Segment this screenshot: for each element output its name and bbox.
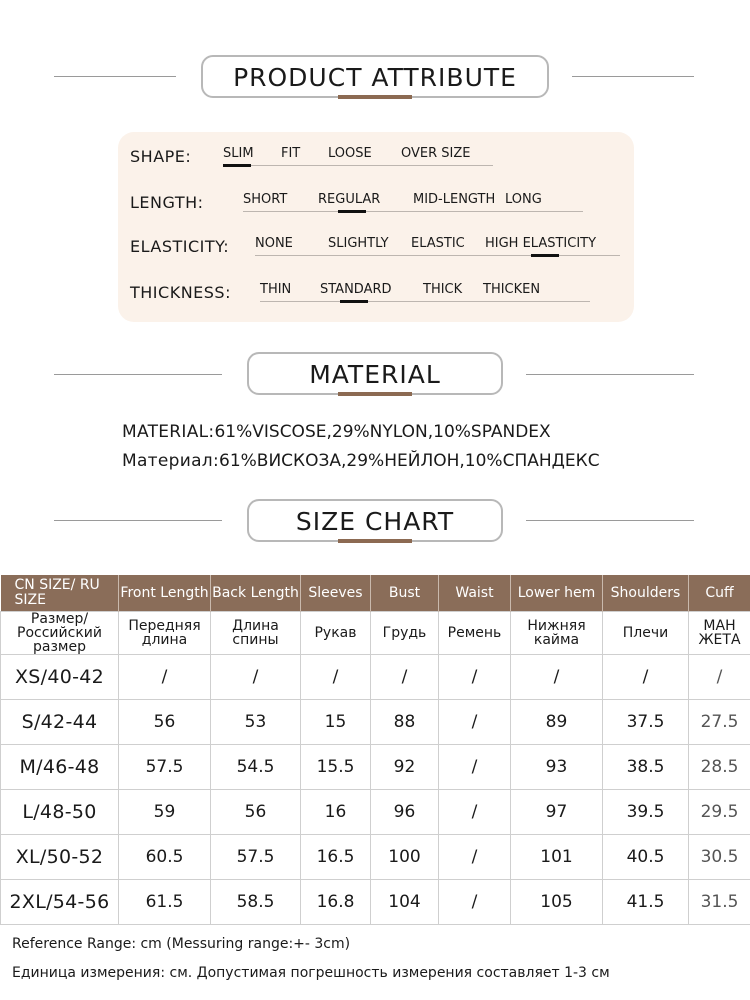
table-cell: 57.5 xyxy=(211,835,301,880)
table-cell: / xyxy=(301,655,371,700)
reference-note-ru: Единица измерения: см. Допустимая погрешность измерения составляет 1-3 см xyxy=(12,965,610,981)
table-cell: / xyxy=(439,880,511,925)
table-cell: 15.5 xyxy=(301,745,371,790)
column-header-ru: Ремень xyxy=(439,612,511,655)
table-row xyxy=(1,880,750,925)
column-header-ru: Рукав xyxy=(301,612,371,655)
column-header-ru: Нижняя кайма xyxy=(511,612,603,655)
table-cell: / xyxy=(689,655,750,700)
table-cell: 38.5 xyxy=(603,745,689,790)
attribute-row xyxy=(118,140,634,170)
table-row xyxy=(1,655,750,700)
attribute-option: OVER SIZE xyxy=(401,146,471,161)
table-cell: 105 xyxy=(511,880,603,925)
table-cell: 97 xyxy=(511,790,603,835)
section-divider-right xyxy=(572,76,694,77)
size-label-cell: S/42-44 xyxy=(1,700,119,745)
attribute-label: LENGTH: xyxy=(130,193,204,212)
attribute-option: STANDARD xyxy=(320,282,392,297)
attribute-option: REGULAR xyxy=(318,192,381,207)
table-cell: 16 xyxy=(301,790,371,835)
section-divider-right xyxy=(526,520,694,521)
section-divider-left xyxy=(54,374,222,375)
material-ru-label: Материал: xyxy=(122,451,219,471)
column-header: Shoulders xyxy=(603,575,689,612)
size-chart-title xyxy=(247,499,503,542)
size-label-cell: M/46-48 xyxy=(1,745,119,790)
table-cell: 61.5 xyxy=(119,880,211,925)
column-header-ru: МАН ЖЕТА xyxy=(689,612,750,655)
size-label-cell: XS/40-42 xyxy=(1,655,119,700)
table-cell: / xyxy=(439,700,511,745)
table-cell: 96 xyxy=(371,790,439,835)
material-en-label: MATERIAL: xyxy=(122,422,215,442)
column-header-ru: Длина спины xyxy=(211,612,301,655)
table-cell: 89 xyxy=(511,700,603,745)
table-cell: / xyxy=(119,655,211,700)
section-divider-left xyxy=(54,76,176,77)
attribute-option: ELASTIC xyxy=(411,236,465,251)
attribute-label: SHAPE: xyxy=(130,147,192,166)
column-header-ru: Передняя длина xyxy=(119,612,211,655)
attribute-option: SLIGHTLY xyxy=(328,236,389,251)
attribute-option: THICKEN xyxy=(483,282,541,297)
table-cell: / xyxy=(439,835,511,880)
size-label-cell: XL/50-52 xyxy=(1,835,119,880)
selected-option-marker xyxy=(531,254,559,257)
table-cell: 93 xyxy=(511,745,603,790)
material-title xyxy=(247,352,503,395)
table-cell: 37.5 xyxy=(603,700,689,745)
table-cell: 57.5 xyxy=(119,745,211,790)
table-cell: 53 xyxy=(211,700,301,745)
table-cell: 54.5 xyxy=(211,745,301,790)
column-header-ru: Размер/ Российский размер xyxy=(1,612,119,655)
material-title-text: MATERIAL xyxy=(309,360,441,389)
table-cell: 58.5 xyxy=(211,880,301,925)
product-attribute-title-text: PRODUCT ATTRIBUTE xyxy=(233,63,517,92)
title-accent-bar xyxy=(338,539,412,543)
table-cell: 40.5 xyxy=(603,835,689,880)
column-header-ru: Плечи xyxy=(603,612,689,655)
table-cell: / xyxy=(211,655,301,700)
table-cell: 101 xyxy=(511,835,603,880)
table-cell: 16.8 xyxy=(301,880,371,925)
table-cell: / xyxy=(439,745,511,790)
material-en-value: 61%VISCOSE,29%NYLON,10%SPANDEX xyxy=(214,422,551,442)
attribute-underline xyxy=(243,211,583,212)
column-header: CN SIZE/ RU SIZE xyxy=(1,575,119,612)
table-cell: 60.5 xyxy=(119,835,211,880)
column-header: Cuff xyxy=(689,575,750,612)
table-row xyxy=(1,835,750,880)
size-chart-title-text: SIZE CHART xyxy=(295,507,455,536)
attribute-option: SLIM xyxy=(223,146,254,161)
table-cell: 29.5 xyxy=(689,790,750,835)
column-header: Back Length xyxy=(211,575,301,612)
table-cell: 100 xyxy=(371,835,439,880)
table-cell: 56 xyxy=(211,790,301,835)
table-cell: / xyxy=(511,655,603,700)
selected-option-marker xyxy=(338,210,366,213)
table-cell: 16.5 xyxy=(301,835,371,880)
attribute-row xyxy=(118,276,634,306)
table-cell: 31.5 xyxy=(689,880,750,925)
column-header: Waist xyxy=(439,575,511,612)
attribute-underline xyxy=(260,301,590,302)
title-accent-bar xyxy=(338,95,412,99)
table-cell: 41.5 xyxy=(603,880,689,925)
table-row xyxy=(1,700,750,745)
table-row xyxy=(1,790,750,835)
attribute-option: FIT xyxy=(281,146,301,161)
table-header-row xyxy=(1,575,750,612)
attribute-option: SHORT xyxy=(243,192,288,207)
table-cell: 92 xyxy=(371,745,439,790)
selected-option-marker xyxy=(340,300,368,303)
attribute-underline xyxy=(223,165,493,166)
attribute-option: THIN xyxy=(260,282,292,297)
attribute-label: THICKNESS: xyxy=(130,283,231,302)
attribute-label: ELASTICITY: xyxy=(130,237,230,256)
product-attribute-title xyxy=(201,55,549,98)
attribute-row xyxy=(118,186,634,216)
column-header-ru: Грудь xyxy=(371,612,439,655)
size-label-cell: L/48-50 xyxy=(1,790,119,835)
table-cell: / xyxy=(439,790,511,835)
table-row xyxy=(1,745,750,790)
column-header: Sleeves xyxy=(301,575,371,612)
reference-note-en: Reference Range: cm (Messuring range:+- 3cm) xyxy=(12,936,351,952)
attribute-option: MID-LENGTH xyxy=(413,192,496,207)
column-header: Lower hem xyxy=(511,575,603,612)
section-divider-right xyxy=(526,374,694,375)
column-header: Front Length xyxy=(119,575,211,612)
attribute-option: NONE xyxy=(255,236,293,251)
attribute-option: THICK xyxy=(423,282,463,297)
table-cell: 59 xyxy=(119,790,211,835)
material-ru xyxy=(122,451,600,471)
column-header: Bust xyxy=(371,575,439,612)
size-label-cell: 2XL/54-56 xyxy=(1,880,119,925)
table-cell: 104 xyxy=(371,880,439,925)
attribute-underline xyxy=(255,255,620,256)
table-cell: 88 xyxy=(371,700,439,745)
attribute-option: HIGH ELASTICITY xyxy=(485,236,597,251)
product-attribute-panel xyxy=(118,132,634,322)
attribute-row xyxy=(118,230,634,260)
size-chart-table xyxy=(0,575,750,925)
table-cell: / xyxy=(603,655,689,700)
material-en xyxy=(122,422,551,442)
attribute-option: LONG xyxy=(505,192,542,207)
table-cell: 27.5 xyxy=(689,700,750,745)
material-ru-value: 61%ВИСКОЗА,29%НЕЙЛОН,10%СПАНДЕКС xyxy=(219,451,600,471)
title-accent-bar xyxy=(338,392,412,396)
selected-option-marker xyxy=(223,164,251,167)
table-cell: 15 xyxy=(301,700,371,745)
table-cell: 39.5 xyxy=(603,790,689,835)
table-cell: / xyxy=(371,655,439,700)
table-cell: 28.5 xyxy=(689,745,750,790)
table-cell: 30.5 xyxy=(689,835,750,880)
section-divider-left xyxy=(54,520,222,521)
table-cell: / xyxy=(439,655,511,700)
attribute-option: LOOSE xyxy=(328,146,372,161)
table-header-ru-row xyxy=(1,612,750,655)
table-cell: 56 xyxy=(119,700,211,745)
